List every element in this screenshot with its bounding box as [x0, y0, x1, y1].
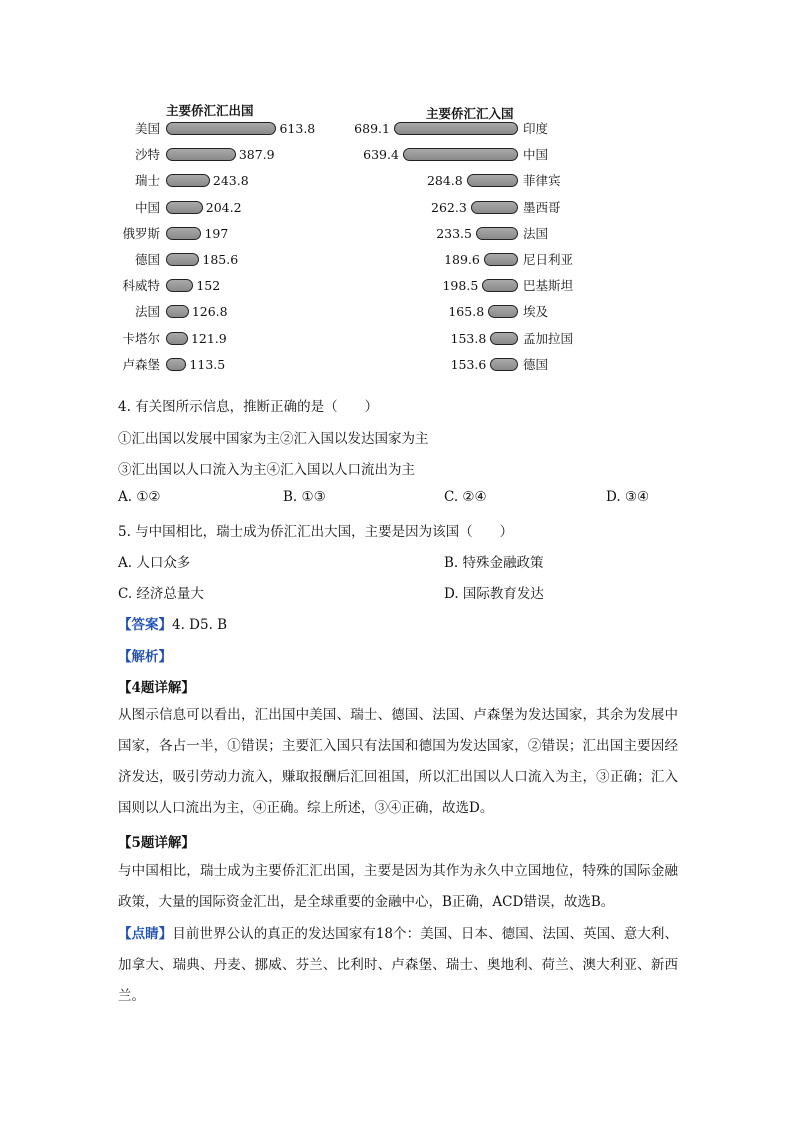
inflow-country-label: 埃及 — [523, 304, 549, 320]
analysis-tag: 【解析】 — [118, 649, 172, 665]
inflow-row — [0, 330, 794, 348]
inflow-country-label: 菲律宾 — [523, 173, 561, 189]
outflow-country-label: 俄罗斯 — [122, 225, 160, 241]
inflow-value-label: 189.6 — [444, 252, 480, 267]
question-5-stem: 5. 与中国相比，瑞士成为侨汇汇出大国，主要是因为该国（ ） — [118, 524, 514, 540]
inflow-bar — [490, 332, 518, 345]
question-4-statement-2: ③汇出国以人口流入为主④汇入国以人口流出为主 — [118, 462, 415, 478]
detail-5-paragraph: 与中国相比，瑞士成为主要侨汇汇出国，主要是因为其作为永久中立国地位，特殊的国际金融政策，大量的国际资金汇出，是全球重要的金融中心，B正确，ACD错误，故选B。 — [118, 863, 678, 910]
inflow-value-label: 233.5 — [436, 225, 472, 241]
question-4-option-d[interactable]: D. ③④ — [606, 489, 650, 505]
outflow-value-label: 121.9 — [190, 330, 227, 346]
outflow-country-label: 瑞士 — [134, 173, 160, 189]
inflow-row — [0, 146, 794, 164]
inflow-row — [0, 199, 794, 217]
answer-tag: 【答案】 — [118, 617, 172, 633]
detail-4-tag: 【4题详解】 — [118, 680, 195, 696]
inflow-country-label: 中国 — [523, 147, 549, 163]
inflow-value-label: 262.3 — [431, 199, 467, 215]
inflow-row — [0, 120, 794, 138]
question-5-option-c[interactable]: C. 经济总量大 — [118, 586, 204, 602]
outflow-country-label: 德国 — [134, 252, 160, 267]
inflow-row — [0, 356, 794, 374]
inflow-bar — [484, 253, 518, 266]
outflow-country-label: 美国 — [134, 121, 160, 136]
inflow-row — [0, 277, 794, 295]
inflow-country-label: 法国 — [523, 225, 549, 241]
question-4-option-c[interactable]: C. ②④ — [444, 489, 487, 505]
inflow-bar — [488, 305, 518, 318]
inflow-country-label: 德国 — [523, 356, 549, 372]
question-4-stem: 4. 有关图所示信息，推断正确的是（ ） — [118, 399, 379, 415]
inflow-value-label: 639.4 — [363, 147, 399, 163]
inflow-row — [0, 172, 794, 190]
detail-4-text — [118, 700, 678, 824]
outflow-country-label: 中国 — [134, 199, 160, 215]
answer-line — [118, 613, 227, 633]
inflow-bar — [394, 122, 518, 135]
inflow-country-label: 墨西哥 — [523, 199, 561, 215]
inflow-row — [0, 225, 794, 243]
inflow-value-label: 153.6 — [450, 356, 487, 372]
outflow-value-label: 204.2 — [205, 199, 242, 215]
tip-paragraph — [118, 919, 678, 1012]
inflow-country-label: 印度 — [523, 121, 549, 136]
inflow-value-label: 284.8 — [426, 173, 463, 189]
question-4-option-a[interactable]: A. ①② — [118, 489, 161, 505]
outflow-country-label: 沙特 — [134, 147, 160, 163]
outflow-country-label: 卢森堡 — [122, 356, 160, 372]
detail-5-tag: 【5题详解】 — [118, 835, 195, 851]
inflow-row — [0, 303, 794, 321]
answer-text: 4. D5. B — [172, 617, 228, 633]
inflow-value-label: 165.8 — [448, 304, 485, 320]
tip-text: 目前世界公认的真正的发达国家有18个：美国、日本、德国、法国、英国、意大利、加拿大、瑞典、丹麦、挪威、芬兰、比利时、卢森堡、瑞士、奥地利、荷兰、澳大利亚、新西兰。 — [118, 926, 678, 1004]
inflow-bar — [482, 279, 518, 292]
tip-block — [118, 919, 678, 1012]
inflow-bar — [490, 358, 518, 371]
inflow-country-label: 尼日利亚 — [523, 252, 574, 267]
inflow-row — [0, 251, 794, 269]
outflow-value-label: 387.9 — [238, 147, 275, 163]
inflow-country-label: 孟加拉国 — [523, 330, 574, 346]
inflow-bar — [467, 174, 518, 187]
outflow-value-label: 613.8 — [279, 121, 316, 136]
question-5-option-a[interactable]: A. 人口众多 — [118, 555, 191, 571]
inflow-bar — [476, 227, 518, 240]
outflow-value-label: 152 — [196, 278, 221, 294]
inflow-chart-title: 主要侨汇汇入国 — [426, 106, 514, 121]
outflow-value-label: 243.8 — [212, 173, 249, 189]
inflow-country-label: 巴基斯坦 — [523, 278, 574, 294]
outflow-value-label: 126.8 — [191, 304, 228, 320]
outflow-value-label: 113.5 — [189, 356, 226, 372]
question-4-option-b[interactable]: B. ①③ — [283, 489, 326, 505]
question-5-option-d[interactable]: D. 国际教育发达 — [444, 586, 544, 602]
outflow-value-label: 185.6 — [202, 252, 239, 267]
inflow-value-label: 198.5 — [442, 278, 479, 294]
question-5-option-b[interactable]: B. 特殊金融政策 — [444, 555, 544, 571]
outflow-country-label: 法国 — [134, 304, 160, 320]
outflow-country-label: 卡塔尔 — [122, 330, 160, 346]
tip-tag: 【点睛】 — [118, 926, 173, 942]
outflow-chart-title: 主要侨汇汇出国 — [166, 103, 254, 118]
inflow-value-label: 153.8 — [450, 330, 487, 346]
outflow-country-label: 科威特 — [122, 278, 160, 294]
question-4-statement-1: ①汇出国以发展中国家为主②汇入国以发达国家为主 — [118, 431, 429, 447]
detail-5-text — [118, 856, 678, 918]
inflow-bar — [471, 201, 518, 214]
outflow-value-label: 197 — [204, 225, 229, 241]
inflow-value-label: 689.1 — [354, 121, 390, 136]
detail-4-paragraph: 从图示信息可以看出，汇出国中美国、瑞士、德国、法国、卢森堡为发达国家，其余为发展中国家，各占一半，①错误；主要汇入国只有法国和德国为发达国家，②错误；汇出国主要因经济发达，吸引劳动力流入，赚取报酬后汇回祖国，所以汇出国以人口流入为主，③正确；汇入国则以人口流出为主，④正确。综上所述，③④正确，故选D。 — [118, 707, 678, 816]
inflow-bar — [403, 148, 518, 161]
